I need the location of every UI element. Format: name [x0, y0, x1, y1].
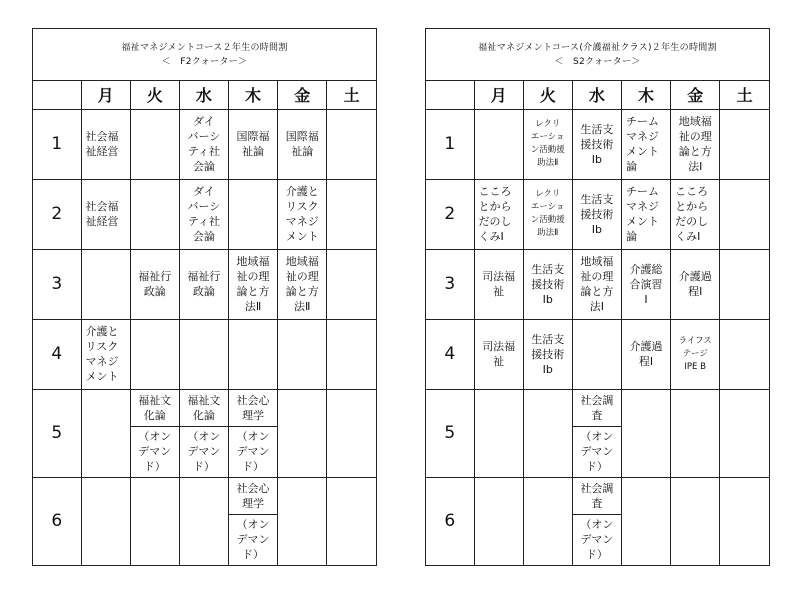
period-label: 3	[426, 249, 474, 319]
delivery-mode: （オン デマン ド）	[236, 518, 270, 562]
class-cell: 地域福 祉の理 論と方 法Ⅱ	[228, 249, 277, 319]
period-row-5	[426, 389, 769, 477]
class-cell: ダイ バーシ ティ社 会論	[179, 109, 228, 179]
class-cell	[130, 319, 179, 389]
class-cell	[179, 477, 228, 565]
class-title: 福祉文 化論	[131, 390, 179, 427]
class-cell	[81, 477, 130, 565]
quarter-label: ＜ F2クォーター＞	[161, 56, 248, 67]
class-cell	[327, 389, 376, 477]
class-title: 福祉文 化論	[180, 390, 228, 427]
class-cell	[130, 179, 179, 249]
delivery-mode: （オン デマン ド）	[580, 430, 614, 473]
class-cell	[278, 319, 327, 389]
class-cell: 介護過 程Ⅰ	[671, 249, 720, 319]
period-row-2	[426, 179, 769, 249]
day-sat: 土	[327, 81, 376, 109]
period-row-1	[33, 109, 376, 179]
class-cell: 司法福 祉	[474, 249, 523, 319]
class-cell	[81, 249, 130, 319]
class-cell: チーム マネジ メント 論	[621, 179, 670, 249]
class-cell	[671, 389, 720, 477]
period-label: 4	[33, 319, 81, 389]
timetable-title: 福祉マネジメントコース(介護福祉クラス)２年生の時間割	[478, 42, 717, 53]
schedule-table	[426, 81, 769, 565]
class-cell: 福祉行 政論	[179, 249, 228, 319]
class-cell	[720, 389, 769, 477]
timetable-header	[426, 29, 769, 81]
day-tue: 火	[523, 81, 572, 109]
class-cell: 社会福 祉経営	[81, 109, 130, 179]
class-cell: ライフス テージ IPE B	[671, 319, 720, 389]
class-cell: レクリ エーショ ン活動援 助法Ⅱ	[523, 179, 572, 249]
class-cell	[228, 477, 277, 565]
class-cell	[572, 477, 621, 565]
day-header-row	[426, 81, 769, 109]
period-row-5	[33, 389, 376, 477]
corner-cell	[426, 81, 474, 109]
delivery-mode: （オン デマン ド）	[187, 430, 221, 473]
class-cell	[278, 389, 327, 477]
delivery-mode: （オン デマン ド）	[580, 518, 614, 562]
class-cell	[327, 249, 376, 319]
period-label: 1	[426, 109, 474, 179]
class-cell	[228, 179, 277, 249]
class-cell	[523, 389, 572, 477]
period-label: 2	[33, 179, 81, 249]
class-cell: 生活支 援技術 Ⅰb	[523, 249, 572, 319]
period-label: 6	[426, 477, 474, 565]
class-cell: ダイ バーシ ティ社 会論	[179, 179, 228, 249]
period-row-3	[426, 249, 769, 319]
day-thu: 木	[621, 81, 670, 109]
class-cell	[327, 477, 376, 565]
class-cell	[621, 477, 670, 565]
class-cell: 生活支 援技術 Ⅰb	[572, 179, 621, 249]
day-wed: 水	[179, 81, 228, 109]
day-sat: 土	[720, 81, 769, 109]
class-cell	[179, 389, 228, 477]
class-cell	[130, 477, 179, 565]
class-cell: レクリ エーショ ン活動援 助法Ⅱ	[523, 109, 572, 179]
period-row-1	[426, 109, 769, 179]
period-label: 6	[33, 477, 81, 565]
class-cell: 国際福 祉論	[228, 109, 277, 179]
class-title: 社会調 査	[573, 478, 621, 515]
class-title: 社会心 理学	[229, 478, 277, 515]
class-cell: こころ とから だのし くみⅠ	[474, 179, 523, 249]
timetable-title: 福祉マネジメントコース２年生の時間割	[121, 42, 288, 53]
class-cell	[720, 179, 769, 249]
delivery-mode: （オン デマン ド）	[236, 430, 270, 473]
class-cell: 地域福 祉の理 論と方 法Ⅰ	[572, 249, 621, 319]
class-cell	[81, 389, 130, 477]
class-cell: 司法福 祉	[474, 319, 523, 389]
day-tue: 火	[130, 81, 179, 109]
timetable-f2	[32, 28, 377, 566]
class-cell	[474, 477, 523, 565]
class-cell	[228, 319, 277, 389]
class-cell	[130, 389, 179, 477]
period-row-2	[33, 179, 376, 249]
class-cell	[474, 389, 523, 477]
period-label: 2	[426, 179, 474, 249]
class-cell	[179, 319, 228, 389]
timetable-header	[33, 29, 376, 81]
day-fri: 金	[278, 81, 327, 109]
period-label: 5	[426, 389, 474, 477]
period-row-4	[33, 319, 376, 389]
class-cell: こころ とから だのし くみⅠ	[671, 179, 720, 249]
class-cell	[228, 389, 277, 477]
class-cell: 地域福 祉の理 論と方 法Ⅱ	[278, 249, 327, 319]
period-label: 1	[33, 109, 81, 179]
quarter-label: ＜ S2クォーター＞	[554, 56, 641, 67]
class-cell	[572, 389, 621, 477]
class-cell	[572, 319, 621, 389]
class-cell	[720, 319, 769, 389]
period-row-6	[426, 477, 769, 565]
class-cell: 国際福 祉論	[278, 109, 327, 179]
class-cell: チーム マネジ メント 論	[621, 109, 670, 179]
period-row-3	[33, 249, 376, 319]
period-label: 4	[426, 319, 474, 389]
class-cell: 介護と リスク マネジ メント	[81, 319, 130, 389]
period-label: 3	[33, 249, 81, 319]
class-cell	[327, 319, 376, 389]
class-cell	[130, 109, 179, 179]
class-cell: 地域福 祉の理 論と方 法Ⅰ	[671, 109, 720, 179]
period-row-6	[33, 477, 376, 565]
class-cell	[327, 109, 376, 179]
day-wed: 水	[572, 81, 621, 109]
class-cell	[720, 109, 769, 179]
class-cell: 介護過 程Ⅰ	[621, 319, 670, 389]
delivery-mode: （オン デマン ド）	[138, 430, 172, 473]
class-title: 社会調 査	[573, 390, 621, 427]
class-cell: 生活支 援技術 Ⅰb	[572, 109, 621, 179]
class-cell	[523, 477, 572, 565]
class-cell: 介護総 合演習 Ⅰ	[621, 249, 670, 319]
class-cell: 福祉行 政論	[130, 249, 179, 319]
class-cell: 介護と リスク マネジ メント	[278, 179, 327, 249]
period-row-4	[426, 319, 769, 389]
day-header-row	[33, 81, 376, 109]
class-title: 社会心 理学	[229, 390, 277, 427]
timetable-s2	[425, 28, 770, 566]
class-cell	[720, 249, 769, 319]
class-cell	[474, 109, 523, 179]
class-cell: 社会福 祉経営	[81, 179, 130, 249]
class-cell	[671, 477, 720, 565]
class-cell: 生活支 援技術 Ⅰb	[523, 319, 572, 389]
class-cell	[278, 477, 327, 565]
class-cell	[720, 477, 769, 565]
schedule-table	[33, 81, 376, 565]
day-mon: 月	[81, 81, 130, 109]
day-fri: 金	[671, 81, 720, 109]
period-label: 5	[33, 389, 81, 477]
corner-cell	[33, 81, 81, 109]
class-cell	[327, 179, 376, 249]
class-cell	[621, 389, 670, 477]
day-thu: 木	[228, 81, 277, 109]
day-mon: 月	[474, 81, 523, 109]
